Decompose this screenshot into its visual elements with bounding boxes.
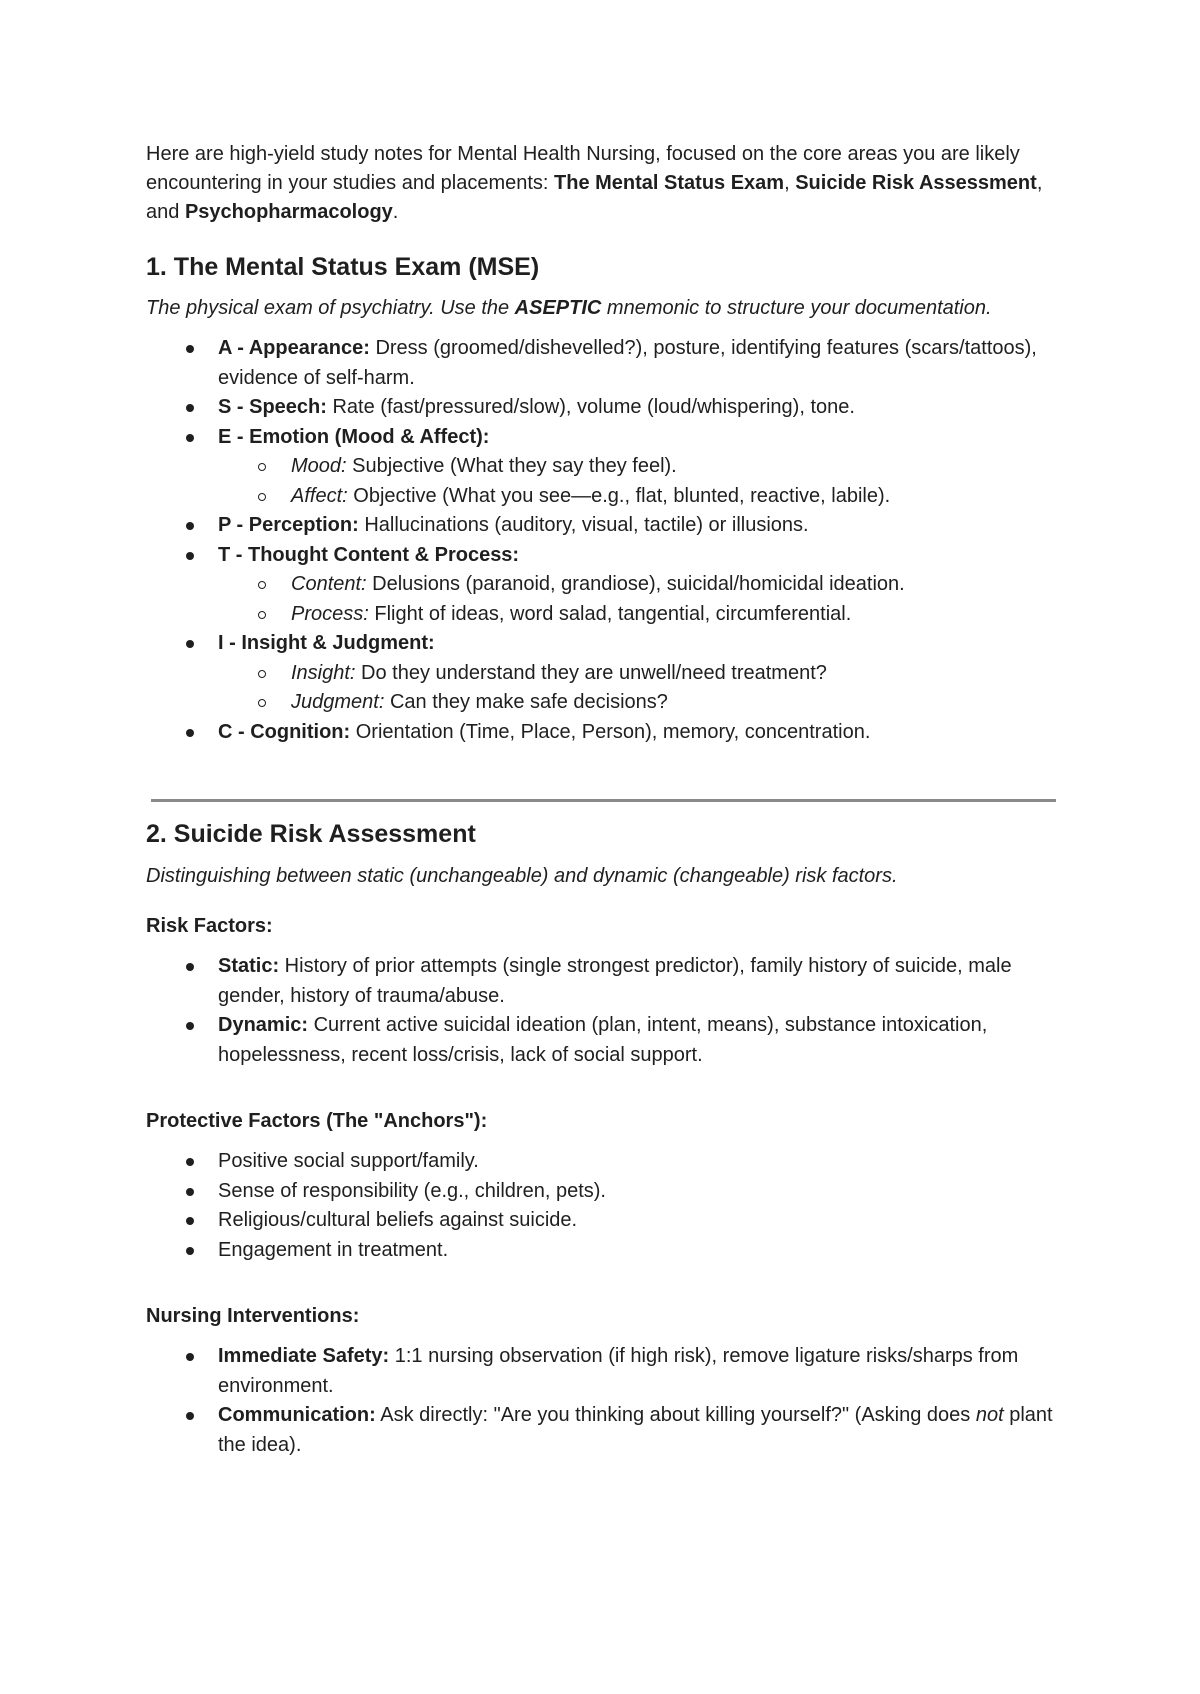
item-label: Communication: bbox=[218, 1404, 376, 1426]
item-label: T - Thought Content & Process: bbox=[218, 543, 520, 566]
intro-topic-pharm: Psychopharmacology bbox=[184, 201, 393, 223]
item-text: 1:1 nursing observation (if high risk), remove ligature risks/sharps from environment. bbox=[218, 1345, 1019, 1397]
sub-term: Content: bbox=[291, 573, 367, 595]
item-label: Dynamic: bbox=[218, 1014, 309, 1036]
item-emphasis: not bbox=[975, 1404, 1004, 1426]
sub-list bbox=[218, 659, 1066, 718]
intro-topic-mse: The Mental Status Exam bbox=[554, 172, 785, 194]
protective-factors-list bbox=[146, 1147, 1066, 1265]
sub-term: Process: bbox=[291, 602, 369, 625]
mse-list bbox=[146, 334, 1066, 747]
list-item: Religious/cultural beliefs against suicide. bbox=[146, 1206, 1066, 1236]
document-page bbox=[146, 140, 1066, 1460]
intro-text: Here are high-yield study notes for Mental Health Nursing, focused on the core areas you are likely encountering in your studies and placements: bbox=[146, 143, 1020, 194]
section1-subtitle bbox=[146, 293, 1066, 324]
intro-paragraph bbox=[146, 140, 1066, 227]
risk-factors-list bbox=[146, 952, 1066, 1070]
list-item bbox=[146, 423, 1066, 512]
section2-heading: 2. Suicide Risk Assessment bbox=[146, 820, 476, 848]
horizontal-divider bbox=[151, 799, 1056, 802]
item-label: P - Perception: bbox=[218, 514, 359, 536]
sub-list bbox=[218, 570, 1066, 629]
item-text: Orientation (Time, Place, Person), memory, concentration. bbox=[350, 720, 871, 743]
sub-list-item bbox=[146, 600, 1066, 630]
protective-factors-label: Protective Factors (The "Anchors"): bbox=[146, 1110, 488, 1132]
item-label: A - Appearance: bbox=[218, 337, 370, 359]
item-label: C - Cognition: bbox=[218, 720, 351, 743]
list-item bbox=[146, 629, 1066, 718]
sub-term: Judgment: bbox=[291, 691, 385, 713]
subtitle-text: mnemonic to structure your documentation. bbox=[601, 297, 992, 319]
intro-end: . bbox=[392, 201, 399, 223]
sub-text: Objective (What you see—e.g., flat, blunted, reactive, labile). bbox=[347, 484, 891, 507]
sub-list-item bbox=[146, 570, 1066, 600]
risk-factors-label: Risk Factors: bbox=[146, 915, 273, 937]
list-item bbox=[146, 393, 1066, 423]
intro-separator: , bbox=[784, 172, 796, 194]
sub-term: Insight: bbox=[291, 661, 356, 684]
item-text: Ask directly: "Are you thinking about killing yourself?" (Asking does bbox=[375, 1404, 976, 1426]
item-label: Immediate Safety: bbox=[218, 1345, 390, 1367]
item-text: Current active suicidal ideation (plan, intent, means), substance intoxication, hopelessness, recent loss/crisis, lack of social support. bbox=[218, 1014, 988, 1066]
sub-list-item bbox=[146, 659, 1066, 689]
item-text: Rate (fast/pressured/slow), volume (loud/whispering), tone. bbox=[326, 396, 855, 418]
subtitle-mnemonic: ASEPTIC bbox=[514, 297, 602, 319]
item-label: I - Insight & Judgment: bbox=[218, 632, 435, 654]
item-text: plant the idea). bbox=[218, 1404, 1053, 1456]
list-item bbox=[146, 541, 1066, 630]
item-label: S - Speech: bbox=[218, 396, 327, 418]
list-item: Sense of responsibility (e.g., children, pets). bbox=[146, 1177, 1066, 1207]
list-item bbox=[146, 1342, 1066, 1401]
sub-term: Mood: bbox=[291, 455, 347, 477]
sub-text: Delusions (paranoid, grandiose), suicidal/homicidal ideation. bbox=[366, 573, 905, 595]
item-label: E - Emotion (Mood & Affect): bbox=[218, 425, 490, 448]
list-item bbox=[146, 718, 1066, 748]
sub-text: Can they make safe decisions? bbox=[384, 691, 668, 713]
nursing-interventions-list bbox=[146, 1342, 1066, 1460]
item-text: History of prior attempts (single strongest predictor), family history of suicide, male gender, history of trauma/abuse. bbox=[218, 955, 1012, 1007]
sub-list-item bbox=[146, 688, 1066, 718]
list-item bbox=[146, 511, 1066, 541]
list-item: Engagement in treatment. bbox=[146, 1236, 1066, 1266]
intro-separator: , and bbox=[146, 172, 1043, 223]
sub-text: Do they understand they are unwell/need treatment? bbox=[355, 661, 827, 684]
sub-text: Subjective (What they say they feel). bbox=[346, 455, 677, 477]
nursing-interventions-label: Nursing Interventions: bbox=[146, 1305, 360, 1327]
sub-list-item bbox=[146, 452, 1066, 482]
sub-term: Affect: bbox=[291, 484, 348, 507]
item-text: Dress (groomed/dishevelled?), posture, identifying features (scars/tattoos), evidence of self-harm. bbox=[218, 337, 1037, 389]
list-item bbox=[146, 334, 1066, 393]
list-item bbox=[146, 952, 1066, 1011]
list-item bbox=[146, 1011, 1066, 1070]
sub-list-item bbox=[146, 482, 1066, 512]
subtitle-text: The physical exam of psychiatry. Use the bbox=[146, 297, 515, 319]
section2-subtitle: Distinguishing between static (unchangeable) and dynamic (changeable) risk factors. bbox=[146, 865, 898, 887]
section1-heading: 1. The Mental Status Exam (MSE) bbox=[146, 253, 540, 281]
item-label: Static: bbox=[218, 955, 280, 977]
sub-text: Flight of ideas, word salad, tangential, circumferential. bbox=[368, 602, 852, 625]
list-item: Positive social support/family. bbox=[146, 1147, 1066, 1177]
sub-list bbox=[218, 452, 1066, 511]
item-text: Hallucinations (auditory, visual, tactile) or illusions. bbox=[358, 514, 809, 536]
intro-topic-suicide: Suicide Risk Assessment bbox=[795, 172, 1037, 194]
list-item bbox=[146, 1401, 1066, 1460]
